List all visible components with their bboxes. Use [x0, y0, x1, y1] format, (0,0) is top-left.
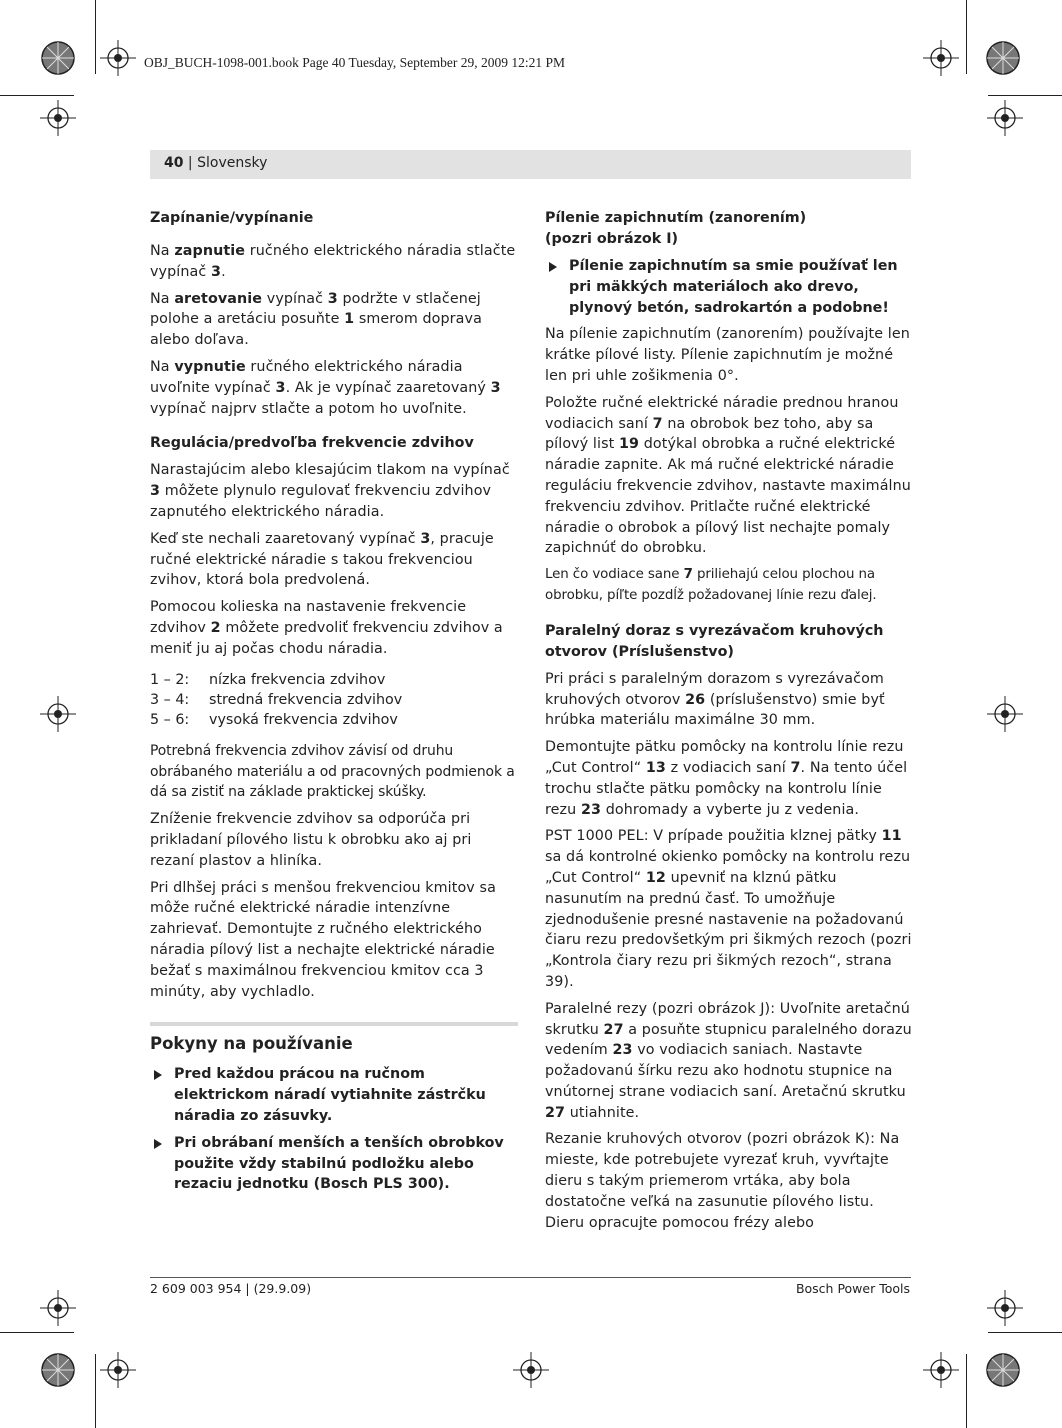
registration-target-icon [987, 100, 1023, 136]
header-language: Slovensky [197, 155, 268, 171]
frequency-table [150, 670, 518, 731]
right-column [545, 208, 913, 1239]
crop-mark [0, 95, 74, 96]
registration-target-icon [923, 40, 959, 76]
crop-mark [0, 1332, 74, 1333]
registration-target-icon [513, 1352, 549, 1388]
arrow-bullet-icon [154, 1139, 162, 1149]
paragraph: Pomocou kolieska na nastavenie frekvencie zdvihov 2 môžete predvoliť frekvenciu zdvihov a meniť ju aj počas chodu náradia. [150, 599, 503, 657]
paragraph: Na aretovanie vypínač 3 podržte v stlačenej polohe a aretáciu posuňte 1 smerom doprava alebo doľava. [150, 290, 482, 349]
registration-target-icon [987, 696, 1023, 732]
footer-rule [150, 1277, 911, 1278]
paragraph: PST 1000 PEL: V prípade použitia klznej pätky 11 sa dá kontrolné okienko pomôcky na kontrolu rezu „Cut Control“ 12 upevniť na klznú pätku nasunutím na prednú časť. To umožňuje zjednodušenie presné nastavenie na požadovanú čiaru rezu predovšetkým pri šikmých rezoch (pozri „Kontrola čiary rezu pri šikmých rezoch“, strana 39). [545, 828, 912, 990]
color-wheel-icon [40, 40, 76, 76]
section-title: Paralelný doraz s vyrezávačom kruhových otvorov (Príslušenstvo) [545, 622, 884, 660]
paragraph: Paralelné rezy (pozri obrázok J): Uvoľnite aretačnú skrutku 27 a posuňte stupnicu paralelného dorazu vedením 23 vo vodiacich saniach. Nastavte požadovanú šírku rezu ako hodnotu stupnice na vnútornej strane vodiacich saní. Aretačnú skrutku 27 utiahnite. [545, 1000, 912, 1121]
paragraph: Na zapnutie ručného elektrického náradia stlačte vypínač 3. [150, 243, 516, 280]
registration-target-icon [987, 1290, 1023, 1326]
crop-mark [966, 0, 967, 74]
warning-item: Pri obrábaní menších a tenších obrobkov použite vždy stabilnú podložku alebo rezaciu jednotku (Bosch PLS 300). [150, 1133, 518, 1195]
registration-target-icon [923, 1352, 959, 1388]
left-column [150, 208, 518, 1201]
paragraph: Len čo vodiace sane 7 priliehajú celou plochou na obrobku, píľte pozdĺž požadovanej línie rezu ďalej. [545, 567, 877, 603]
crop-mark [95, 1354, 96, 1428]
paragraph: Pri práci s paralelným dorazom s vyrezávačom kruhových otvorov 26 (príslušenstvo) smie byť hrúbka materiálu maximálne 30 mm. [545, 670, 885, 729]
color-wheel-icon [40, 1352, 76, 1388]
section-title: Regulácia/predvoľba frekvencie zdvihov [150, 435, 474, 452]
color-wheel-icon [985, 40, 1021, 76]
section-title: Zapínanie/vypínanie [150, 210, 314, 226]
paragraph: Na pílenie zapichnutím (zanorením) používajte len krátke pílové listy. Pílenie zapichnutím je možné len pri uhle zošikmenia 0°. [545, 326, 910, 384]
footer-document-number: 2 609 003 954 | (29.9.09) [150, 1281, 312, 1296]
page-header-bar [150, 150, 911, 179]
footer-brand: Bosch Power Tools [795, 1281, 910, 1296]
color-wheel-icon [985, 1352, 1021, 1388]
table-row: 5 – 6: vysoká frekvencia zdvihov [150, 712, 398, 729]
table-row: 3 – 4: stredná frekvencia zdvihov [150, 691, 403, 708]
crop-mark [966, 1354, 967, 1428]
paragraph: Narastajúcim alebo klesajúcim tlakom na vypínač 3 môžete plynulo regulovať frekvenciu zdvihov zapnutého elektrického náradia. [150, 462, 510, 520]
registration-target-icon [40, 696, 76, 732]
arrow-bullet-icon [549, 262, 557, 272]
warning-item: Pred každou prácou na ručnom elektrickom náradí vytiahnite zástrčku náradia zo zásuvky. [150, 1064, 518, 1126]
paragraph: Zníženie frekvencie zdvihov sa odporúča pri prikladaní pílového listu k obrobku ako aj pri rezaní plastov a hliníka. [150, 811, 472, 869]
paragraph: Potrebná frekvencia zdvihov závisí od druhu obrábaného materiálu a od pracovných podmienok a dá sa zistiť na základe praktickej skúšky. [150, 742, 515, 801]
registration-target-icon [100, 1352, 136, 1388]
paragraph: Keď ste nechali zaaretovaný vypínač 3, pracuje ručné elektrické náradie s takou frekvenciou zvihov, ktorá bola predvolená. [150, 530, 494, 589]
paragraph: Pri dlhšej práci s menšou frekvenciou kmitov sa môže ručné elektrické náradie intenzívne zahrievať. Demontujte z ručného elektrického náradia pílový list a nechajte elektrické náradie bežať s maximálnou frekvenciou kmitov cca 3 minúty, aby vychladlo. [150, 879, 496, 1000]
section-heading: Pokyny na používanie [150, 1034, 353, 1054]
crop-mark [95, 0, 96, 74]
warning-item: Pílenie zapichnutím sa smie používať len pri mäkkých materiáloch ako drevo, plynový betón, sadrokartón a podobne! [545, 256, 913, 318]
table-row: 1 – 2: nízka frekvencia zdvihov [150, 671, 386, 688]
crop-mark [988, 1332, 1062, 1333]
paragraph: Rezanie kruhových otvorov (pozri obrázok K): Na mieste, kde potrebujete vyrezať kruh, vyvŕtajte dieru s takým priemerom vrtáka, aby bola dostatočne veľká na zasunutie pílového listu. Dieru opracujte pomocou frézy alebo [545, 1131, 900, 1231]
paragraph: Položte ručné elektrické náradie prednou hranou vodiacich saní 7 na obrobok bez toho, aby sa pílový list 19 dotýkal obrobka a ručné elektrické náradie zapnite. Ak má ručné elektrické náradie reguláciu frekvencie zdvihov, nastavte maximálnu frekvenciu zdvihov. Pritlačte ručné elektrické náradie o obrobok a pílový list nechajte pomaly zapichnúť do obrobku. [545, 394, 911, 557]
header-separator: | [183, 155, 198, 171]
crop-mark [988, 95, 1062, 96]
paragraph: Na vypnutie ručného elektrického náradia uvoľnite vypínač 3. Ak je vypínač zaaretovaný 3 vypínač najprv stlačte a potom ho uvoľnite. [150, 358, 501, 417]
print-header: OBJ_BUCH-1098-001.book Page 40 Tuesday, September 29, 2009 12:21 PM [144, 55, 566, 70]
registration-target-icon [40, 100, 76, 136]
page-number: 40 [164, 155, 184, 171]
paragraph: Demontujte pätku pomôcky na kontrolu línie rezu „Cut Control“ 13 z vodiacich saní 7. Na tento účel trochu stlačte pätku pomôcky na kontrolu línie rezu 23 dohromady a vyberte ju z vedenia. [545, 739, 908, 818]
registration-target-icon [40, 1290, 76, 1326]
arrow-bullet-icon [154, 1070, 162, 1080]
section-title: Pílenie zapichnutím (zanorením) (pozri obrázok I) [545, 210, 807, 247]
section-divider [150, 1022, 518, 1026]
registration-target-icon [100, 40, 136, 76]
